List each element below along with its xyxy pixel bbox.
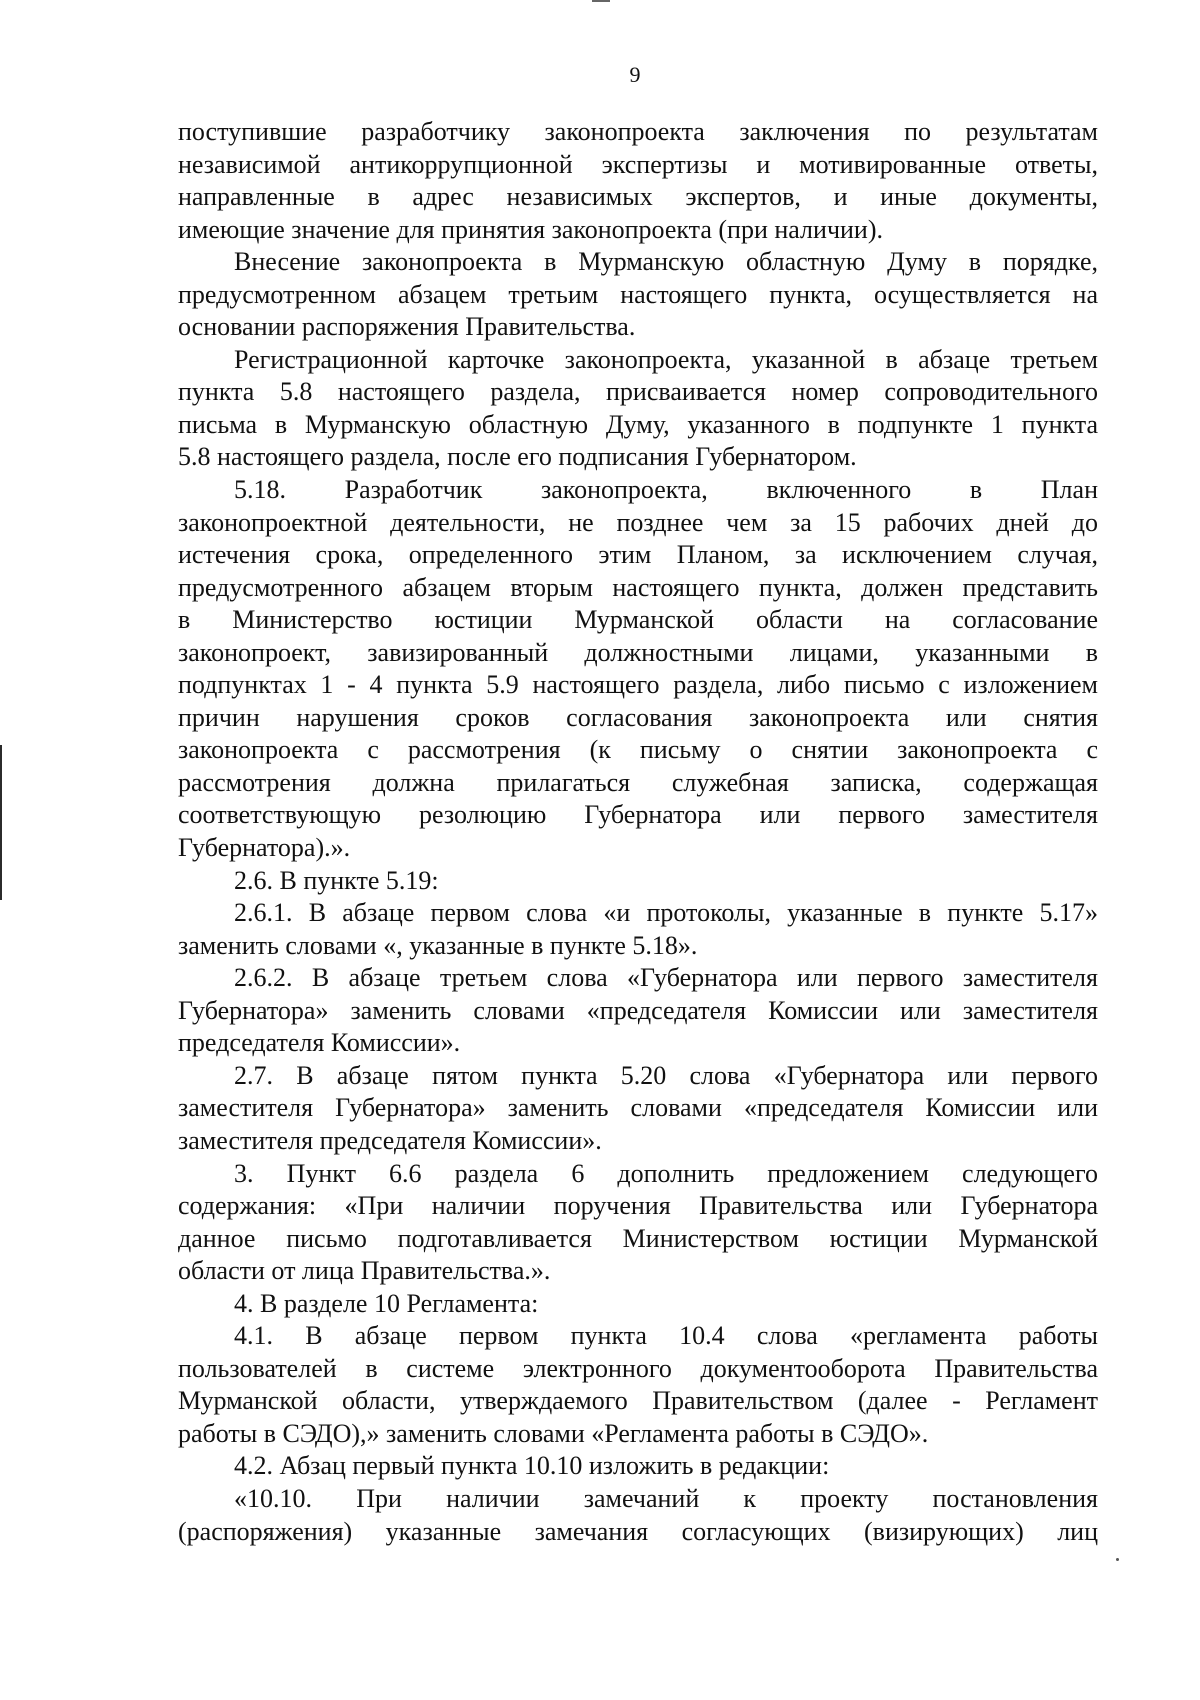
scan-artifact-dot xyxy=(1116,1558,1119,1561)
text-line: законопроект, завизированный должностными лицами, указанными в xyxy=(178,637,1098,667)
text-line: 3. Пункт 6.6 раздела 6 дополнить предложением следующего xyxy=(234,1158,1098,1188)
text-line: заменить словами «, указанные в пункте 5.18». xyxy=(178,930,698,960)
text-line: 4.1. В абзаце первом пункта 10.4 слова «регламента работы xyxy=(234,1321,1098,1351)
text-line: соответствующую резолюцию Губернатора или первого заместителя xyxy=(178,800,1098,830)
text-line: Губернатора).». xyxy=(178,833,351,863)
text-line: 2.6.2. В абзаце третьем слова «Губернатора или первого заместителя xyxy=(234,963,1098,993)
text-line: работы в СЭДО),» заменить словами «Регламента работы в СЭДО». xyxy=(178,1418,929,1448)
text-line: заместителя председателя Комиссии». xyxy=(178,1125,602,1155)
paragraph xyxy=(178,962,1098,1060)
text-line: 2.6.1. В абзаце первом слова «и протоколы, указанные в пункте 5.17» xyxy=(234,898,1098,928)
text-line: Мурманской области, утверждаемого Правительством (далее - Регламент xyxy=(178,1386,1098,1416)
text-line: причин нарушения сроков согласования законопроекта или снятия xyxy=(178,702,1098,732)
text-line: основании распоряжения Правительства. xyxy=(178,312,636,342)
paragraph xyxy=(178,246,1098,344)
paragraph xyxy=(178,344,1098,474)
paragraph xyxy=(178,1288,1098,1321)
paragraph xyxy=(178,897,1098,962)
text-line: предусмотренном абзацем третьим настоящего пункта, осуществляется на xyxy=(178,279,1098,309)
text-line: 4. В разделе 10 Регламента: xyxy=(234,1288,539,1318)
text-line: данное письмо подготавливается Министерством юстиции Мурманской xyxy=(178,1223,1098,1253)
text-line: содержания: «При наличии поручения Правительства или Губернатора xyxy=(178,1191,1098,1221)
scan-artifact-left-edge xyxy=(0,745,2,900)
scan-artifact-top xyxy=(592,0,610,2)
text-line: независимой антикоррупционной экспертизы и мотивированные ответы, xyxy=(178,149,1098,179)
text-line: поступившие разработчику законопроекта заключения по результатам xyxy=(178,117,1098,146)
text-line: имеющие значение для принятия законопроекта (при наличии). xyxy=(178,214,884,244)
text-line: 2.7. В абзаце пятом пункта 5.20 слова «Губернатора или первого xyxy=(234,1060,1098,1090)
text-line: рассмотрения должна прилагаться служебная записка, содержащая xyxy=(178,767,1098,797)
text-line: законопроектной деятельности, не позднее чем за 15 рабочих дней до xyxy=(178,507,1098,537)
text-line: заместителя Губернатора» заменить словами «председателя Комиссии или xyxy=(178,1093,1098,1123)
text-line: предусмотренного абзацем вторым настоящего пункта, должен представить xyxy=(178,572,1098,602)
text-line: «10.10. При наличии замечаний к проекту постановления xyxy=(234,1483,1098,1513)
paragraph xyxy=(178,1060,1098,1158)
text-line: законопроекта с рассмотрения (к письму о снятии законопроекта с xyxy=(178,735,1098,765)
text-line: в Министерство юстиции Мурманской области на согласование xyxy=(178,605,1098,635)
paragraph xyxy=(178,1450,1098,1483)
text-line: 4.2. Абзац первый пункта 10.10 изложить в редакции: xyxy=(234,1451,830,1481)
paragraph xyxy=(178,865,1098,898)
text-line: направленные в адрес независимых экспертов, и иные документы, xyxy=(178,182,1098,212)
paragraph xyxy=(178,474,1098,865)
text-line: 5.18. Разработчик законопроекта, включенного в План xyxy=(234,475,1098,505)
text-line: подпунктах 1 - 4 пункта 5.9 настоящего раздела, либо письмо с изложением xyxy=(178,670,1098,700)
text-line: пункта 5.8 настоящего раздела, присваивается номер сопроводительного xyxy=(178,377,1098,407)
text-line: Губернатора» заменить словами «председателя Комиссии или заместителя xyxy=(178,995,1098,1025)
text-line: (распоряжения) указанные замечания согласующих (визирующих) лиц xyxy=(178,1516,1098,1546)
text-line: письма в Мурманскую областную Думу, указанного в подпункте 1 пункта xyxy=(178,409,1098,439)
paragraph xyxy=(178,116,1098,246)
text-line: 5.8 настоящего раздела, после его подписания Губернатором. xyxy=(178,442,857,472)
text-line: истечения срока, определенного этим Планом, за исключением случая, xyxy=(178,540,1098,570)
text-line: Внесение законопроекта в Мурманскую областную Думу в порядке, xyxy=(234,247,1098,277)
text-line: председателя Комиссии». xyxy=(178,1028,461,1058)
document-body xyxy=(178,116,1098,1548)
paragraph xyxy=(178,1158,1098,1288)
text-line: области от лица Правительства.». xyxy=(178,1256,551,1286)
text-line: 2.6. В пункте 5.19: xyxy=(234,865,439,895)
page-number: 9 xyxy=(629,62,641,87)
text-line: Регистрационной карточке законопроекта, указанной в абзаце третьем xyxy=(234,344,1098,374)
paragraph xyxy=(178,1483,1098,1548)
paragraph xyxy=(178,1320,1098,1450)
text-line: пользователей в системе электронного документооборота Правительства xyxy=(178,1353,1098,1383)
